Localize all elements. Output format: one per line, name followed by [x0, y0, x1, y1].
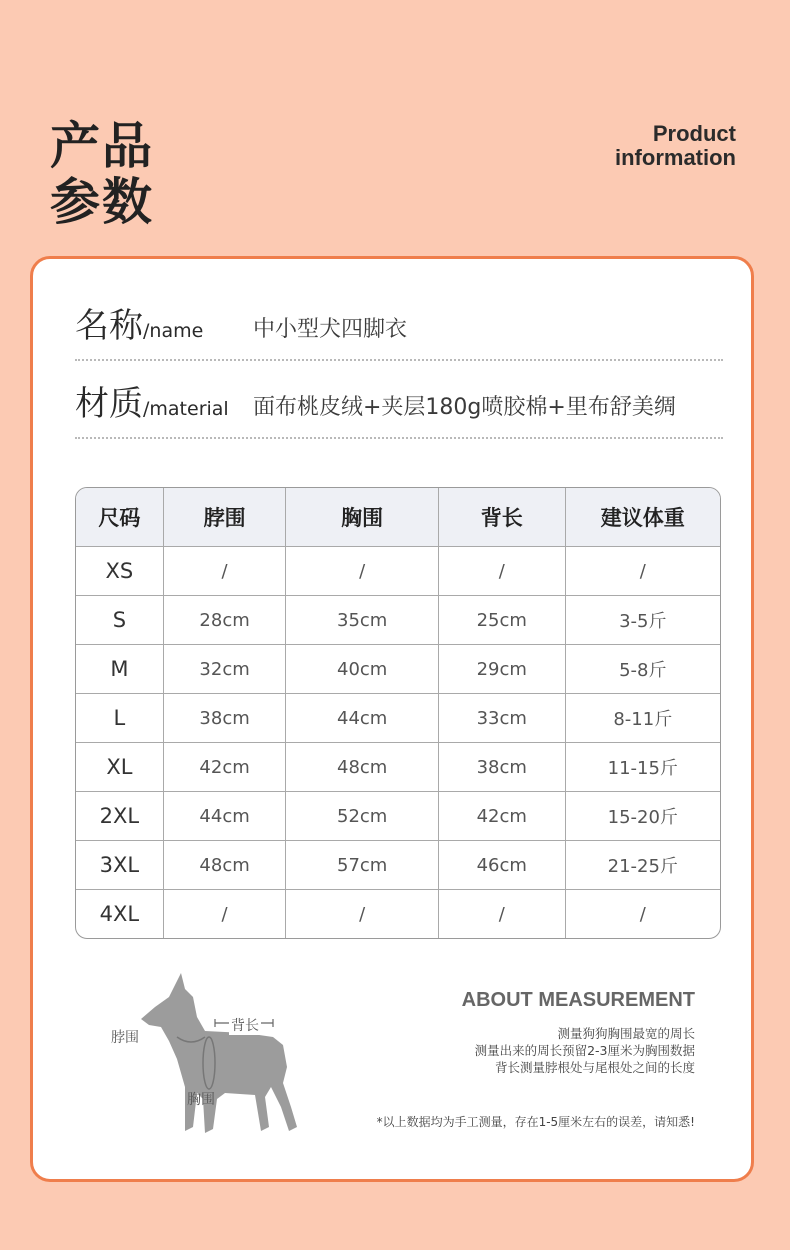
- size-cell: 4XL: [76, 890, 164, 938]
- table-row: [76, 547, 720, 596]
- table-cell: 3-5斤: [566, 596, 720, 645]
- instruction-line: 测量出来的周长预留2-3厘米为胸围数据: [474, 1043, 695, 1058]
- measurement-note: *以上数据均为手工测量，存在1-5厘米左右的误差，请知悉!: [376, 1115, 695, 1129]
- size-cell: M: [76, 645, 164, 694]
- table-cell: 11-15斤: [566, 743, 720, 792]
- table-cell: 48cm: [286, 743, 439, 792]
- table-cell: 38cm: [439, 743, 566, 792]
- table-cell: 28cm: [164, 596, 287, 645]
- size-cell: S: [76, 596, 164, 645]
- label-cn: 材质: [75, 384, 143, 424]
- table-cell: 42cm: [164, 743, 287, 792]
- info-row-material: [75, 377, 723, 439]
- english-title: [615, 122, 736, 170]
- table-row: [76, 743, 720, 792]
- table-cell: 38cm: [164, 694, 287, 743]
- header-weight: 建议体重: [566, 488, 720, 547]
- header-back: 背长: [439, 488, 566, 547]
- table-row: [76, 841, 720, 890]
- table-cell: /: [286, 890, 439, 938]
- dog-label-chest: 胸围: [187, 1092, 215, 1108]
- table-cell: /: [439, 547, 566, 596]
- size-table: [75, 487, 721, 939]
- measurement-instructions: [475, 1025, 695, 1076]
- table-row: [76, 792, 720, 841]
- table-cell: 21-25斤: [566, 841, 720, 890]
- table-cell: 15-20斤: [566, 792, 720, 841]
- title-line-2: 参数: [50, 173, 154, 231]
- size-cell: XS: [76, 547, 164, 596]
- table-row: [76, 645, 720, 694]
- table-cell: /: [164, 890, 287, 938]
- size-cell: XL: [76, 743, 164, 792]
- table-cell: /: [639, 903, 646, 925]
- measurement-title: ABOUT MEASUREMENT: [461, 989, 695, 1011]
- table-cell: /: [566, 547, 720, 596]
- table-cell: 8-11斤: [566, 694, 720, 743]
- table-cell: 46cm: [439, 841, 566, 890]
- header-size: 尺码: [76, 488, 164, 547]
- table-cell: /: [286, 547, 439, 596]
- page-title: [50, 118, 154, 230]
- table-cell: 42cm: [439, 792, 566, 841]
- table-cell: /: [439, 890, 566, 938]
- table-row: [76, 694, 720, 743]
- table-cell: 48cm: [164, 841, 287, 890]
- header-neck: 脖围: [164, 488, 287, 547]
- info-row-name: [75, 299, 723, 361]
- info-label-material: [75, 376, 229, 425]
- english-title-line-2: information: [615, 145, 736, 170]
- table-cell: 5-8斤: [566, 645, 720, 694]
- dog-label-back: 背长: [229, 1015, 261, 1035]
- table-cell: 29cm: [439, 645, 566, 694]
- info-value-name: 中小型犬四脚衣: [253, 317, 408, 342]
- table-cell: 57cm: [286, 841, 439, 890]
- table-header-row: [76, 488, 720, 547]
- info-card: [30, 256, 754, 1182]
- info-label-name: [75, 298, 203, 347]
- measurement-section: [105, 967, 695, 1147]
- instruction-line: 背长测量脖根处与尾根处之间的长度: [494, 1060, 695, 1075]
- size-cell: 2XL: [76, 792, 164, 841]
- table-cell: 32cm: [164, 645, 287, 694]
- table-cell: 40cm: [286, 645, 439, 694]
- table-row: [76, 596, 720, 645]
- header-chest: 胸围: [286, 488, 439, 547]
- label-en: /name: [143, 320, 204, 342]
- info-value-material: 面布桃皮绒+夹层180g喷胶棉+里布舒美绸: [253, 395, 676, 420]
- table-cell: 25cm: [439, 596, 566, 645]
- table-row: [76, 890, 720, 938]
- table-cell: 52cm: [286, 792, 439, 841]
- english-title-line-1: Product: [652, 121, 736, 146]
- size-cell: 3XL: [76, 841, 164, 890]
- table-cell: 35cm: [286, 596, 439, 645]
- label-en: /material: [143, 398, 229, 420]
- title-line-1: 产品: [50, 117, 154, 175]
- table-cell: 44cm: [286, 694, 439, 743]
- size-cell: L: [76, 694, 164, 743]
- instruction-line: 测量狗狗胸围最宽的周长: [557, 1026, 695, 1041]
- table-cell: 44cm: [164, 792, 287, 841]
- table-cell: 33cm: [439, 694, 566, 743]
- dog-label-neck: 脖围: [111, 1030, 139, 1046]
- table-cell: /: [164, 547, 287, 596]
- dog-silhouette-icon: [105, 967, 305, 1147]
- label-cn: 名称: [75, 306, 143, 346]
